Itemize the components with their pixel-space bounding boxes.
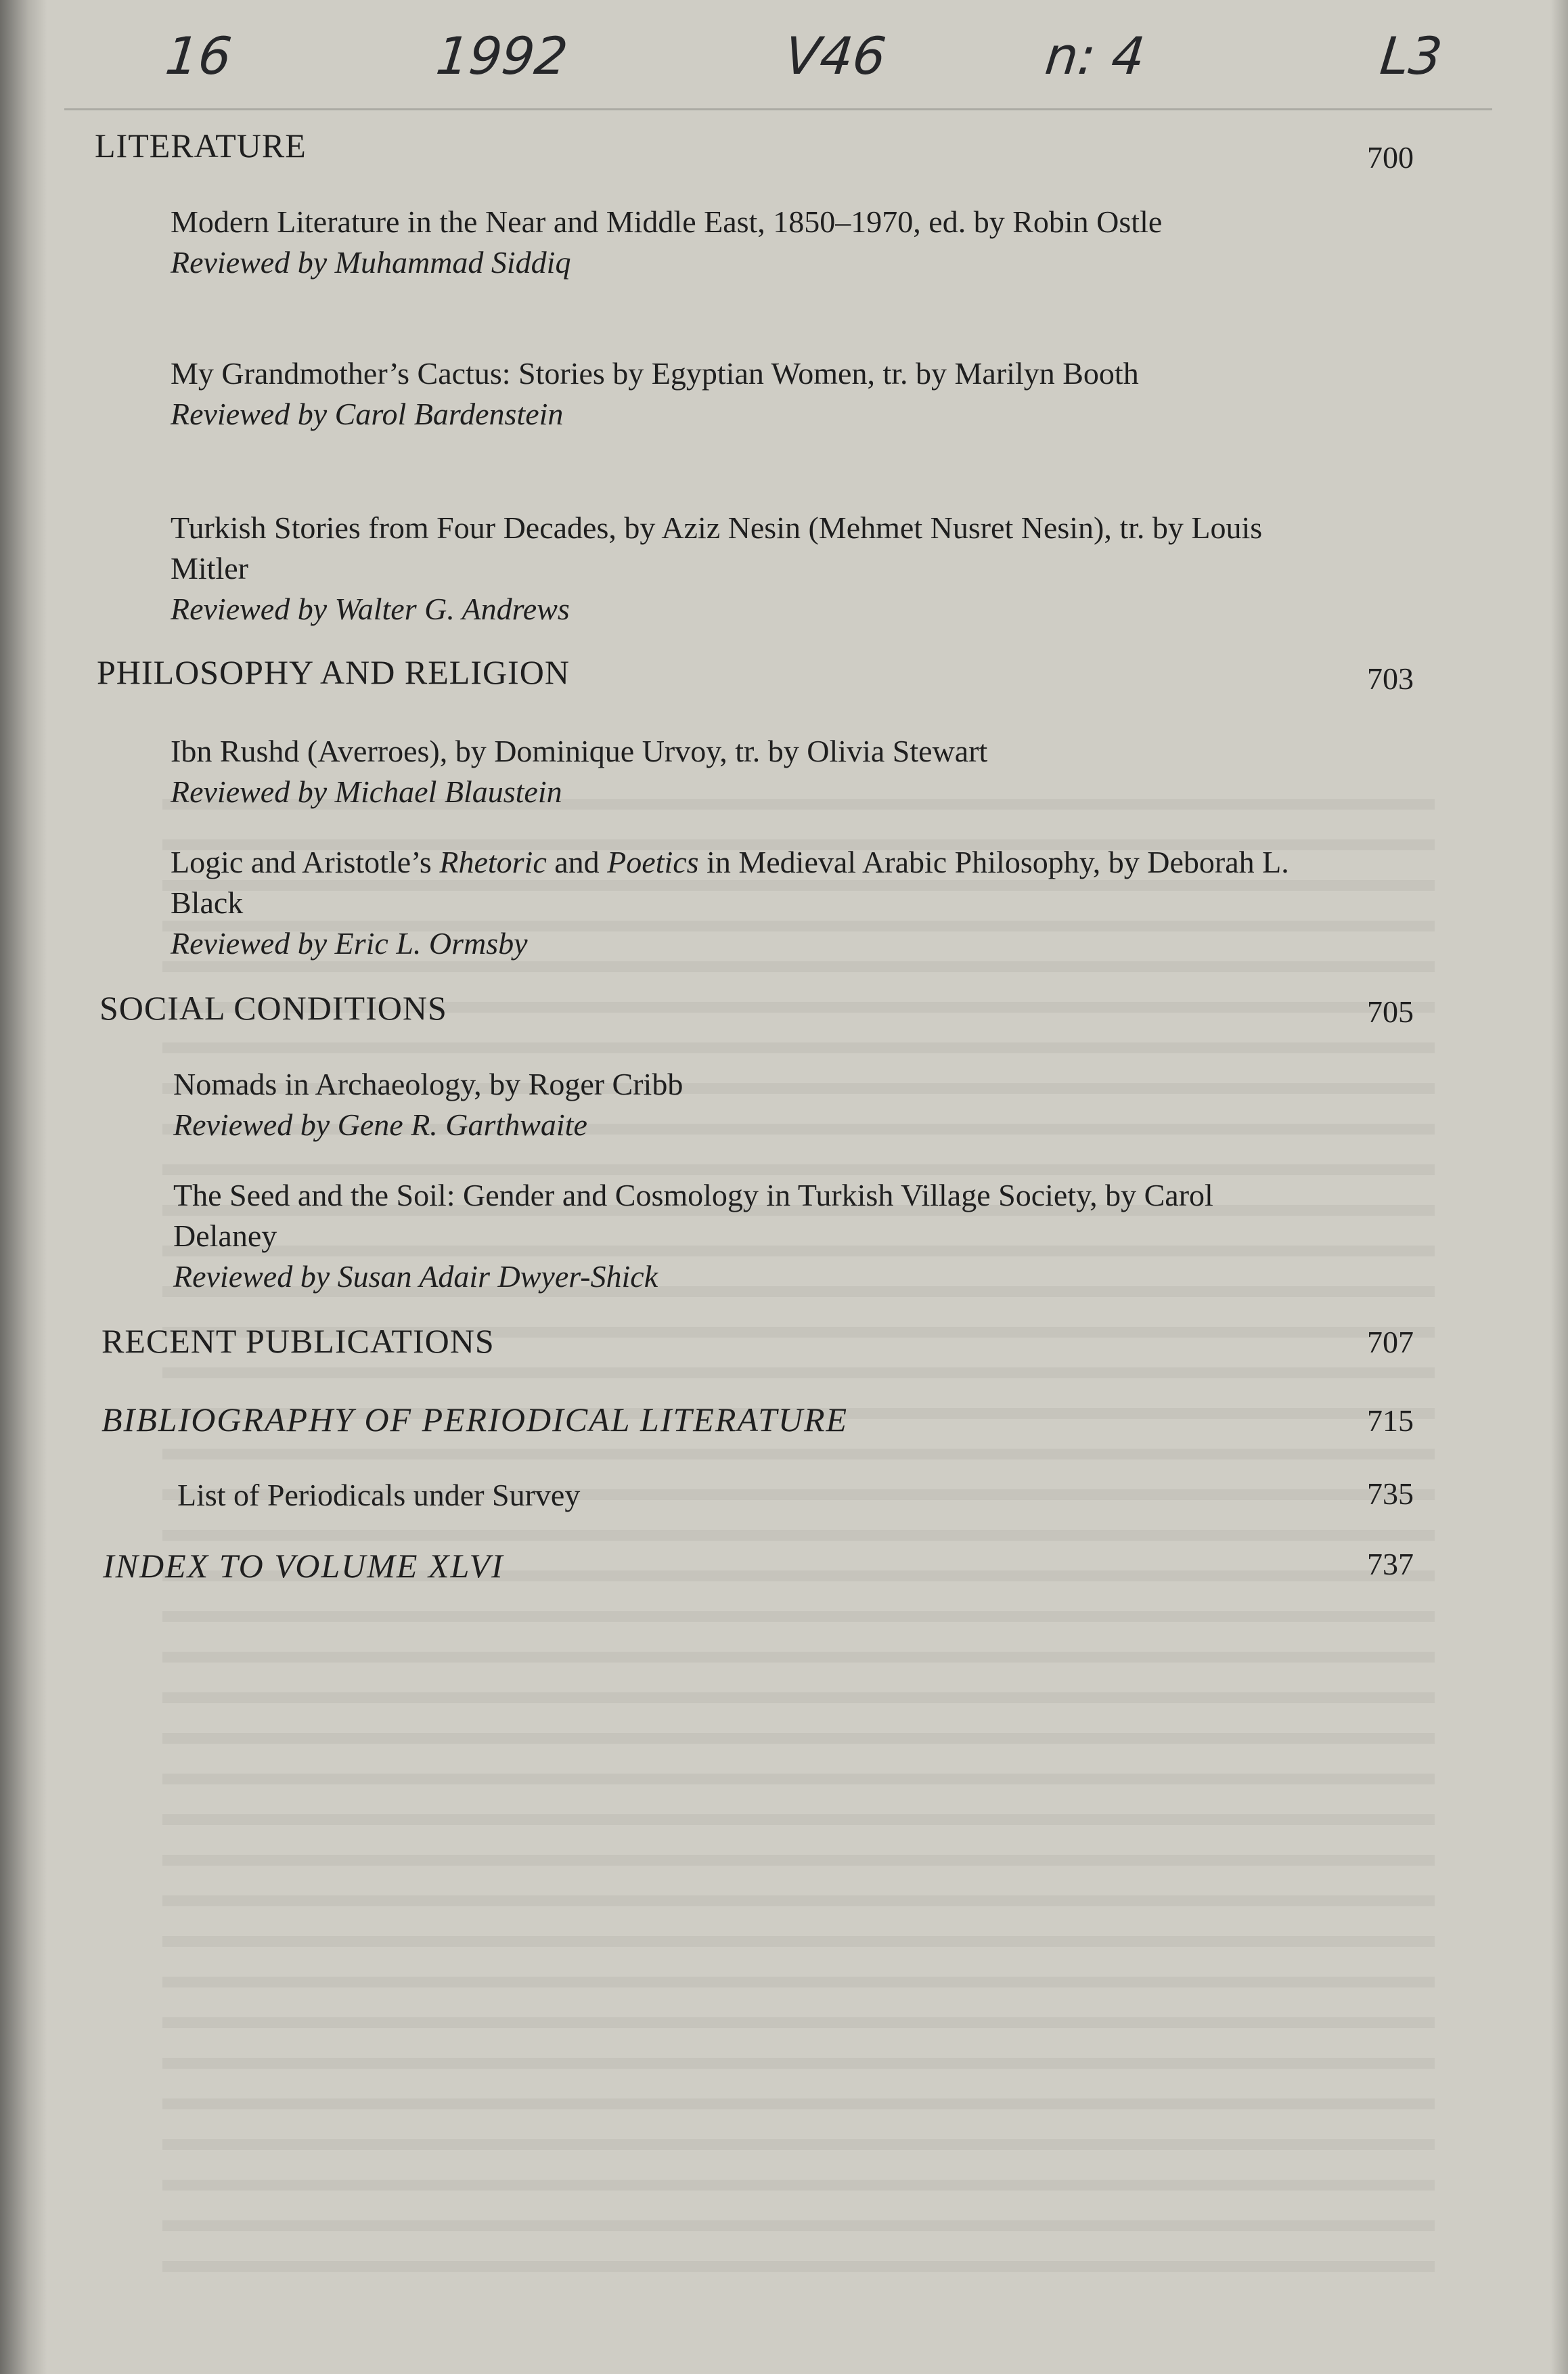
section-page-number: 700 bbox=[1367, 140, 1414, 175]
toc-entry bbox=[171, 202, 1294, 283]
list-of-periodicals: List of Periodicals under Survey bbox=[177, 1478, 581, 1512]
entry-title: Ibn Rushd (Averroes), by Dominique Urvoy, tr. by Olivia Stewart bbox=[171, 734, 988, 768]
entry-title: Nomads in Archaeology, by Roger Cribb bbox=[173, 1067, 684, 1101]
toc-entry bbox=[171, 508, 1294, 630]
handwritten-note: V46 bbox=[782, 26, 889, 86]
entry-reviewer: Reviewed by Michael Blaustein bbox=[171, 774, 562, 809]
entry-title: My Grandmother’s Cactus: Stories by Egyptian Women, tr. by Marilyn Booth bbox=[171, 356, 1139, 391]
section-title-index: INDEX TO VOLUME XLVI bbox=[103, 1547, 504, 1585]
entry-reviewer: Reviewed by Muhammad Siddiq bbox=[171, 245, 571, 280]
title-part-italic: Rhetoric bbox=[439, 845, 547, 879]
section-page-number: 737 bbox=[1367, 1547, 1414, 1581]
entry-reviewer: Reviewed by Carol Bardenstein bbox=[171, 397, 564, 431]
handwritten-note: 1992 bbox=[433, 26, 571, 86]
entry-title: Turkish Stories from Four Decades, by Aziz Nesin (Mehmet Nusret Nesin), tr. by Louis Mitler bbox=[171, 510, 1263, 586]
section-page-number: 715 bbox=[1367, 1403, 1414, 1438]
section-title-recent-publications: RECENT PUBLICATIONS bbox=[102, 1322, 495, 1360]
section-page-number: 703 bbox=[1367, 661, 1414, 696]
section-page-number: 735 bbox=[1367, 1476, 1414, 1511]
toc-entry bbox=[173, 1064, 1297, 1145]
title-part-italic: Poetics bbox=[607, 845, 699, 879]
section-page-number: 705 bbox=[1367, 994, 1414, 1029]
section-page-number: 707 bbox=[1367, 1325, 1414, 1359]
section-title-social-conditions: SOCIAL CONDITIONS bbox=[99, 989, 447, 1027]
entry-reviewer: Reviewed by Walter G. Andrews bbox=[171, 592, 570, 626]
title-part: Logic and Aristotle’s bbox=[171, 845, 440, 879]
title-part: in Medieval Arabic Philosophy, by Deborah L. Black bbox=[171, 845, 1289, 920]
section-title-philosophy: PHILOSOPHY AND RELIGION bbox=[97, 653, 570, 691]
toc-entry bbox=[173, 1175, 1297, 1297]
entry-title: The Seed and the Soil: Gender and Cosmology in Turkish Village Society, by Carol Delaney bbox=[173, 1178, 1213, 1253]
entry-reviewer: Reviewed by Eric L. Ormsby bbox=[171, 926, 528, 961]
toc-entry bbox=[171, 353, 1294, 435]
toc-entry bbox=[171, 731, 1294, 812]
handwritten-note: L3 bbox=[1377, 26, 1446, 86]
entry-title: Modern Literature in the Near and Middle East, 1850–1970, ed. by Robin Ostle bbox=[171, 204, 1163, 239]
entry-reviewer: Reviewed by Susan Adair Dwyer-Shick bbox=[173, 1259, 658, 1294]
handwritten-note: n: 4 bbox=[1042, 26, 1148, 86]
section-title-literature: LITERATURE bbox=[95, 127, 307, 164]
handwritten-note: 16 bbox=[162, 26, 235, 86]
entry-title bbox=[171, 842, 1294, 923]
entry-reviewer: Reviewed by Gene R. Garthwaite bbox=[173, 1107, 587, 1142]
section-title-bibliography: BIBLIOGRAPHY OF PERIODICAL LITERATURE bbox=[102, 1401, 849, 1438]
toc-entry bbox=[171, 842, 1294, 964]
title-part: and bbox=[546, 845, 608, 879]
